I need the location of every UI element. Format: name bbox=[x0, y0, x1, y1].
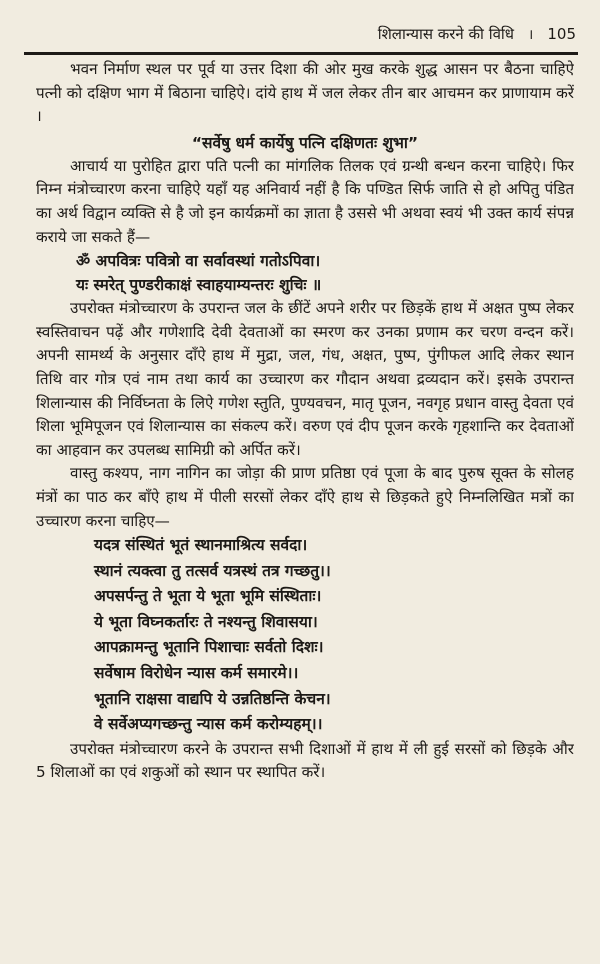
verse-line: सर्वेषाम विरोधेन न्यास कर्म समारमे।। bbox=[94, 664, 299, 683]
paragraph-mustard: वास्तु कश्यप, नाग नागिन का जोड़ा की प्राण प्रतिष्ठा एवं पूजा के बाद पुरुष सूक्त के सोलह मंत्रों का पाठ कर बाँऐ हाथ में पीली सरसों लेकर दाँऐ हाथ से छिड़कते हुऐ निम्नलिखित मत्रों का उच्चारण करना चाहिए— bbox=[36, 464, 574, 530]
paragraph-ritual: उपरोक्त मंत्रोच्चारण के उपरान्त जल के छींटें अपने शरीर पर छिड़कें हाथ में अक्षत पुष्प लेकर स्वस्तिवाचन पढ़ें और गणेशादि देवी देवताओं का स्मरण कर उनका प्रणाम कर चरण वन्दन करें। अपनी सामर्थ्य के अनुसार दाँऐ हाथ में मुद्रा, जल, गंध, अक्षत, पुष्प, पुंगीफल आदि लेकर स्थान तिथि वार गोत्र एवं नाम तथा कार्य का उच्चारण कर गौदान अथवा द्रव्यदान करें। इसके उपरान्त शिलान्यास की निर्विघ्नता के लिऐ गणेश स्तुति, पुण्यवचन, मातृ पूजन, नवगृह प्रधान वास्तु देवता एवं शिला भूमिपूजन एवं शिलान्यास का संकल्प करें। वरुण एवं दीप पूजन करके गृहशान्ति कर देवताओं का आहवान कर उपलब्ध सामिग्री को अर्पित करें। bbox=[36, 299, 574, 459]
running-header bbox=[0, 22, 576, 46]
page-body bbox=[36, 58, 574, 964]
verse-block bbox=[36, 533, 574, 738]
paragraph-seating: भवन निर्माण स्थल पर पूर्व या उत्तर दिशा की ओर मुख करके शुद्ध आसन पर बैठना चाहिऐ पत्नी को दक्षिण भाग में बिठाना चाहिऐ। दांये हाथ में जल लेकर तीन बार आचमन कर प्राणायाम करें । bbox=[36, 60, 574, 126]
quote-verse: “सर्वेषु धर्म कार्येषु पत्नि दक्षिणतः शुभा” bbox=[191, 133, 419, 152]
verse-line: स्थानं त्यक्त्वा तु तत्सर्व यत्रस्थं तत्र गच्छतु।। bbox=[94, 561, 331, 580]
paragraph-closing: उपरोक्त मंत्रोच्चारण करने के उपरान्त सभी दिशाओं में हाथ में ली हुई सरसों को छिड़के और 5 शिलाओं का एवं शकुओं को स्थान पर स्थापित करें। bbox=[36, 739, 574, 782]
verse-line: भूतानि राक्षसा वाद्यपि ये उन्नतिष्ठन्ति केचन। bbox=[94, 689, 331, 708]
verse-line: यदत्र संस्थितं भूतं स्थानमाश्रित्य सर्वदा। bbox=[94, 536, 308, 555]
shloka-line-2: यः स्मरेत् पुण्डरीकाक्षं स्वाहयाम्यन्तरः शुचिः ॥ bbox=[76, 276, 322, 295]
header-rule bbox=[24, 52, 578, 55]
header-separator: । bbox=[528, 26, 534, 43]
shloka-line-1: ॐ अपवित्रः पवित्रो वा सर्वावस्थां गतोऽपिवा। bbox=[76, 252, 321, 271]
page-number: 105 bbox=[547, 25, 576, 43]
verse-line: ये भूता विघ्नकर्तारः ते नश्यन्तु शिवासया। bbox=[94, 612, 318, 631]
verse-line: आपक्रामन्तु भूतानि पिशाचाः सर्वतो दिशः। bbox=[94, 638, 324, 657]
verse-line: अपसर्पन्तु ते भूता ये भूता भूमि संस्थिताः। bbox=[94, 587, 322, 606]
chapter-title: शिलान्यास करने की विधि bbox=[377, 25, 515, 43]
verse-line: वे सर्वेअप्यगच्छन्तु न्यास कर्म करोम्यहम्।। bbox=[94, 715, 323, 734]
paragraph-tilak: आचार्य या पुरोहित द्वारा पति पत्नी का मांगलिक तिलक एवं ग्रन्थी बन्धन करना चाहिऐ। फिर निम्न मंत्रोच्चारण करना चाहिऐ यहाँ यह अनिवार्य नहीं है कि पण्डित सिर्फ जाति से हो अपितु पंडित का अर्थ विद्वान व्यक्ति से है जो इन कार्यक्रमों का ज्ञाता है उससे भी अथवा स्वयं भी उक्त कार्य संपन्न कराये जा सकते हैं— bbox=[36, 156, 574, 246]
